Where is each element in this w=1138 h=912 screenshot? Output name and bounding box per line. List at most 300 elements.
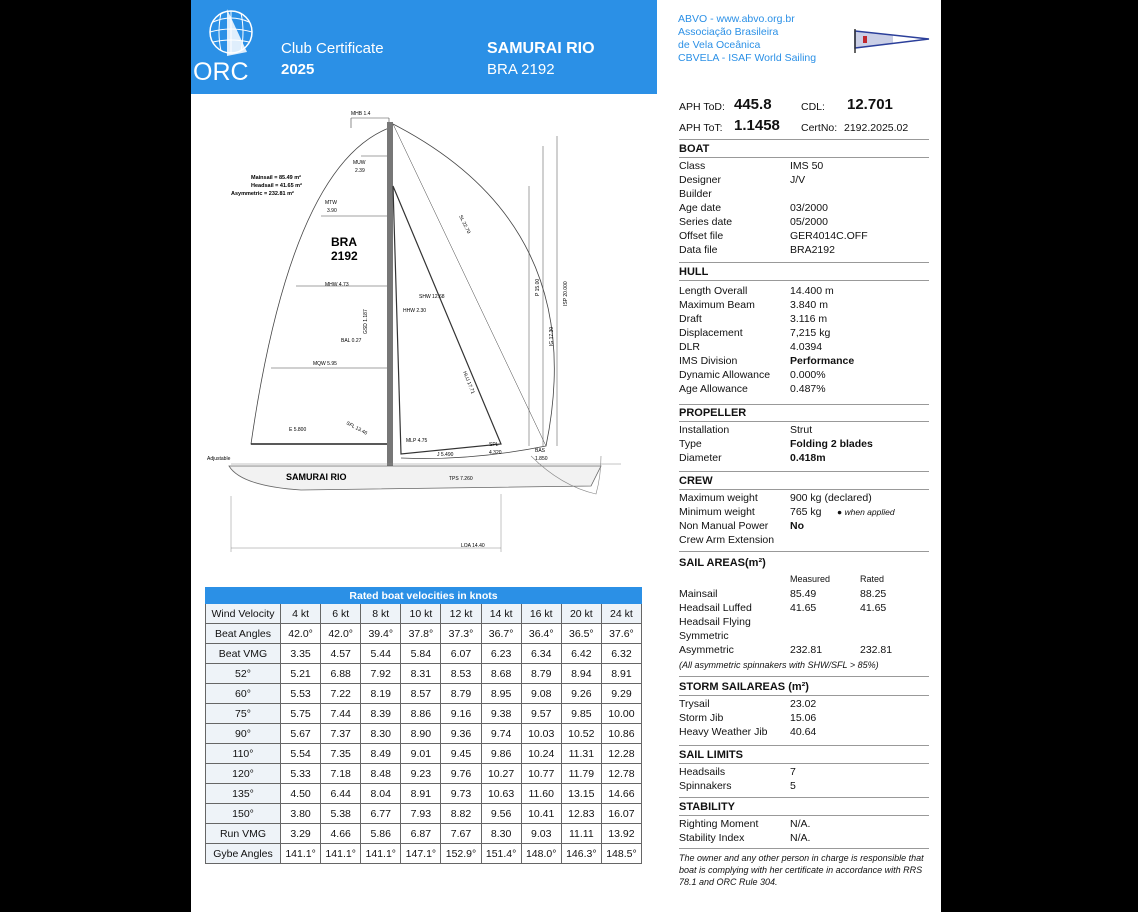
table-cell: 4.50 bbox=[281, 784, 321, 804]
table-body bbox=[206, 604, 642, 864]
crew-title: CREW bbox=[679, 475, 713, 487]
rated-value: 232.81 bbox=[860, 644, 893, 656]
sail-row-label: Mainsail bbox=[679, 588, 718, 600]
sl-label: SL 22.70 bbox=[457, 214, 472, 235]
prop-row-label: Diameter bbox=[679, 452, 722, 464]
table-cell: 11.11 bbox=[561, 824, 601, 844]
mlp-label: MLP 4.75 bbox=[406, 438, 428, 444]
wind-velocity-header: Wind Velocity bbox=[206, 604, 281, 624]
table-cell: 8.53 bbox=[441, 664, 481, 684]
table-cell: 14.66 bbox=[601, 784, 641, 804]
table-cell: 36.7° bbox=[481, 624, 521, 644]
aphtod-value: 445.8 bbox=[734, 96, 772, 113]
wind-speed-header: 4 kt bbox=[281, 604, 321, 624]
shw-label: SHW 12.68 bbox=[419, 294, 445, 300]
table-cell: 146.3° bbox=[561, 844, 601, 864]
table-cell: 5.53 bbox=[281, 684, 321, 704]
table-cell: 8.31 bbox=[401, 664, 441, 684]
spinnaker-outline bbox=[393, 124, 554, 459]
table-cell: 9.85 bbox=[561, 704, 601, 724]
hhw-label: HHW 2.30 bbox=[403, 308, 427, 314]
table-cell: 9.74 bbox=[481, 724, 521, 744]
table-cell: 8.49 bbox=[361, 744, 401, 764]
prop-row-label: Type bbox=[679, 438, 702, 450]
table-cell: 6.87 bbox=[401, 824, 441, 844]
table-cell: 8.86 bbox=[401, 704, 441, 724]
crew-row-value: 900 kg (declared) bbox=[790, 492, 872, 504]
hull-row-label: Draft bbox=[679, 313, 702, 325]
hull-name: SAMURAI RIO bbox=[286, 472, 347, 482]
stab-row-value: N/A. bbox=[790, 832, 811, 844]
bas-label: BAS bbox=[535, 448, 546, 454]
wind-speed-header: 24 kt bbox=[601, 604, 641, 624]
hull-row-value: 0.000% bbox=[790, 369, 826, 381]
boat-row-value: J/V bbox=[790, 174, 806, 186]
cdl-value: 12.701 bbox=[847, 96, 893, 113]
j-label: J 5.490 bbox=[437, 452, 454, 458]
isp-label: ISP 20.000 bbox=[563, 281, 569, 306]
table-cell: 9.26 bbox=[561, 684, 601, 704]
table-cell: 6.32 bbox=[601, 644, 641, 664]
measured-value: 41.65 bbox=[790, 602, 817, 614]
table-cell: 8.68 bbox=[481, 664, 521, 684]
boat-row-label: Designer bbox=[679, 174, 722, 186]
mhb-label: MHB 1.4 bbox=[351, 111, 371, 117]
sail-number: BRA 2192 bbox=[487, 61, 555, 78]
table-cell: 8.19 bbox=[361, 684, 401, 704]
wind-speed-header: 6 kt bbox=[321, 604, 361, 624]
table-cell: 8.39 bbox=[361, 704, 401, 724]
table-cell: 6.34 bbox=[521, 644, 561, 664]
table-cell: 4.57 bbox=[321, 644, 361, 664]
table-cell: 148.5° bbox=[601, 844, 641, 864]
table-cell: 8.91 bbox=[401, 784, 441, 804]
table-row bbox=[206, 664, 642, 684]
row-label: 60° bbox=[206, 684, 281, 704]
mainsail-sail-number: 2192 bbox=[331, 249, 358, 263]
sail-areas-note: (All asymmetric spinnakers with SHW/SFL > 85%) bbox=[679, 660, 879, 670]
row-label: Beat Angles bbox=[206, 624, 281, 644]
hull-row-label: IMS Division bbox=[679, 355, 738, 367]
velocity-table bbox=[205, 587, 642, 864]
table-cell: 8.79 bbox=[441, 684, 481, 704]
table-cell: 8.57 bbox=[401, 684, 441, 704]
prop-row-value: Strut bbox=[790, 424, 813, 436]
boat-row-value: 05/2000 bbox=[790, 216, 828, 228]
aphtot-value: 1.1458 bbox=[734, 117, 780, 134]
hull-row-label: Dynamic Allowance bbox=[679, 369, 771, 381]
table-cell: 147.1° bbox=[401, 844, 441, 864]
divider bbox=[679, 280, 929, 281]
boat-row-value: BRA2192 bbox=[790, 244, 835, 256]
responsibility-note: The owner and any other person in charge is responsible that boat is complying with her certificate in accordance with RRS 78.1 and ORC Rule 304. bbox=[679, 853, 924, 887]
boat-row-label: Series date bbox=[679, 216, 733, 228]
authority-line: de Vela Oceânica bbox=[678, 39, 761, 51]
certno-value: 2192.2025.02 bbox=[844, 122, 909, 134]
storm-row-value: 15.06 bbox=[790, 712, 817, 724]
table-cell: 8.95 bbox=[481, 684, 521, 704]
divider bbox=[679, 421, 929, 422]
table-cell: 9.76 bbox=[441, 764, 481, 784]
table-cell: 8.90 bbox=[401, 724, 441, 744]
stab-row-label: Stability Index bbox=[679, 832, 745, 844]
hull-row-label: Age Allowance bbox=[679, 383, 748, 395]
table-cell: 9.73 bbox=[441, 784, 481, 804]
rated-value: 41.65 bbox=[860, 602, 887, 614]
crew-row-value: 765 kg bbox=[790, 506, 822, 518]
boat-row-value: IMS 50 bbox=[790, 160, 824, 172]
divider bbox=[679, 797, 929, 798]
certificate-type: Club Certificate bbox=[281, 40, 384, 57]
table-cell: 9.36 bbox=[441, 724, 481, 744]
hull-profile bbox=[229, 466, 601, 490]
table-cell: 5.86 bbox=[361, 824, 401, 844]
measured-value: 85.49 bbox=[790, 588, 817, 600]
wind-speed-header: 20 kt bbox=[561, 604, 601, 624]
table-cell: 3.29 bbox=[281, 824, 321, 844]
table-row bbox=[206, 824, 642, 844]
wind-speed-header: 10 kt bbox=[401, 604, 441, 624]
hull-row-label: Maximum Beam bbox=[679, 299, 755, 311]
table-cell: 8.30 bbox=[361, 724, 401, 744]
hull-row-value: Performance bbox=[790, 355, 855, 367]
headsail-outline bbox=[393, 186, 501, 454]
table-cell: 6.77 bbox=[361, 804, 401, 824]
row-label: 150° bbox=[206, 804, 281, 824]
divider bbox=[679, 815, 929, 816]
row-label: 120° bbox=[206, 764, 281, 784]
table-cell: 141.1° bbox=[321, 844, 361, 864]
divider bbox=[679, 745, 929, 746]
svg-text:ORC: ORC bbox=[193, 58, 249, 84]
ig-label: IG 17.30 bbox=[549, 326, 555, 346]
loa-label: LOA 14.40 bbox=[461, 543, 485, 549]
table-cell: 3.80 bbox=[281, 804, 321, 824]
table-cell: 5.33 bbox=[281, 764, 321, 784]
table-title: Rated boat velocities in knots bbox=[206, 588, 642, 604]
table-cell: 9.86 bbox=[481, 744, 521, 764]
rated-header: Rated bbox=[860, 574, 885, 584]
table-cell: 10.86 bbox=[601, 724, 641, 744]
table-row bbox=[206, 624, 642, 644]
spl-label: SPL bbox=[489, 442, 499, 448]
table-cell: 6.23 bbox=[481, 644, 521, 664]
boat-row-label: Data file bbox=[679, 244, 718, 256]
table-row bbox=[206, 784, 642, 804]
header-band bbox=[191, 0, 657, 94]
table-row bbox=[206, 844, 642, 864]
table-cell: 7.67 bbox=[441, 824, 481, 844]
divider bbox=[679, 157, 929, 158]
table-row bbox=[206, 724, 642, 744]
table-cell: 12.78 bbox=[601, 764, 641, 784]
table-cell: 42.0° bbox=[281, 624, 321, 644]
hull-row-label: Length Overall bbox=[679, 285, 748, 297]
table-cell: 8.79 bbox=[521, 664, 561, 684]
table-cell: 6.88 bbox=[321, 664, 361, 684]
row-label: 110° bbox=[206, 744, 281, 764]
row-label: 75° bbox=[206, 704, 281, 724]
hull-row-label: DLR bbox=[679, 341, 701, 353]
divider bbox=[679, 471, 929, 472]
table-cell: 8.82 bbox=[441, 804, 481, 824]
mhw-label: MHW 4.73 bbox=[325, 282, 349, 288]
crew-row-label: Minimum weight bbox=[679, 506, 755, 518]
hull-row-value: 7,215 kg bbox=[790, 327, 831, 339]
table-cell: 7.92 bbox=[361, 664, 401, 684]
wind-speed-header: 14 kt bbox=[481, 604, 521, 624]
e-label: E 5.800 bbox=[289, 427, 307, 433]
table-cell: 5.38 bbox=[321, 804, 361, 824]
table-cell: 9.03 bbox=[521, 824, 561, 844]
hull-row-value: 3.840 m bbox=[790, 299, 828, 311]
table-cell: 10.03 bbox=[521, 724, 561, 744]
min-weight-note: ● when applied bbox=[837, 507, 895, 517]
crew-row-label: Maximum weight bbox=[679, 492, 758, 504]
table-cell: 10.52 bbox=[561, 724, 601, 744]
table-cell: 8.30 bbox=[481, 824, 521, 844]
table-cell: 11.31 bbox=[561, 744, 601, 764]
rated-value: 88.25 bbox=[860, 588, 887, 600]
hlu-label: HLU 17.71 bbox=[461, 370, 476, 395]
table-cell: 9.08 bbox=[521, 684, 561, 704]
hull-row-value: 4.0394 bbox=[790, 341, 823, 353]
table-cell: 5.21 bbox=[281, 664, 321, 684]
wind-speed-header: 12 kt bbox=[441, 604, 481, 624]
certificate-page bbox=[191, 0, 941, 912]
p-label: P 15.00 bbox=[535, 278, 541, 296]
orc-logo bbox=[193, 4, 263, 84]
hull-title: HULL bbox=[679, 266, 709, 278]
table-cell: 10.77 bbox=[521, 764, 561, 784]
table-cell: 13.15 bbox=[561, 784, 601, 804]
divider bbox=[679, 404, 929, 405]
hull-row-label: Displacement bbox=[679, 327, 743, 339]
table-cell: 37.3° bbox=[441, 624, 481, 644]
table-header-row bbox=[206, 604, 642, 624]
measured-value: 232.81 bbox=[790, 644, 823, 656]
bal-label: BAL 0.27 bbox=[341, 338, 362, 344]
boat-row-label: Offset file bbox=[679, 230, 724, 242]
hull-row-value: 0.487% bbox=[790, 383, 826, 395]
table-cell: 6.07 bbox=[441, 644, 481, 664]
sail-areas-title: SAIL AREAS(m²) bbox=[679, 557, 766, 569]
table-cell: 5.54 bbox=[281, 744, 321, 764]
divider bbox=[679, 489, 929, 490]
spl-value: 4.320 bbox=[489, 450, 502, 456]
table-cell: 3.35 bbox=[281, 644, 321, 664]
table-cell: 8.04 bbox=[361, 784, 401, 804]
table-cell: 148.0° bbox=[521, 844, 561, 864]
yacht-name: SAMURAI RIO bbox=[487, 40, 595, 57]
table-cell: 141.1° bbox=[281, 844, 321, 864]
cdl-label: CDL: bbox=[801, 101, 825, 113]
authority-block bbox=[678, 13, 816, 65]
divider bbox=[679, 139, 929, 140]
adjustable-label: Adjustable bbox=[207, 456, 231, 462]
storm-row-value: 40.64 bbox=[790, 726, 817, 738]
mqw-label: MQW 5.95 bbox=[313, 361, 337, 367]
prop-row-label: Installation bbox=[679, 424, 730, 436]
aphtod-label: APH ToD: bbox=[679, 101, 725, 113]
table-cell: 39.4° bbox=[361, 624, 401, 644]
stab-row-label: Righting Moment bbox=[679, 818, 759, 830]
aphtot-label: APH ToT: bbox=[679, 122, 723, 134]
crew-row-label: Crew Arm Extension bbox=[679, 534, 775, 546]
authority-line: CBVELA - ISAF World Sailing bbox=[678, 52, 817, 64]
crew-row-value: No bbox=[790, 520, 804, 532]
table-cell: 10.27 bbox=[481, 764, 521, 784]
row-label: 90° bbox=[206, 724, 281, 744]
boat-row-label: Class bbox=[679, 160, 706, 172]
table-cell: 5.67 bbox=[281, 724, 321, 744]
table-cell: 7.93 bbox=[401, 804, 441, 824]
stab-row-value: N/A. bbox=[790, 818, 811, 830]
table-cell: 9.23 bbox=[401, 764, 441, 784]
divider bbox=[679, 262, 929, 263]
divider bbox=[679, 551, 929, 552]
table-cell: 42.0° bbox=[321, 624, 361, 644]
table-cell: 36.4° bbox=[521, 624, 561, 644]
table-cell: 9.16 bbox=[441, 704, 481, 724]
limits-row-value: 7 bbox=[790, 766, 796, 778]
area-line: Mainsail = 85.49 m² bbox=[251, 175, 301, 181]
table-cell: 37.6° bbox=[601, 624, 641, 644]
measured-header: Measured bbox=[790, 574, 831, 584]
limits-row-value: 5 bbox=[790, 780, 796, 792]
mtw-value: 3.90 bbox=[327, 208, 337, 214]
sfl-label: SFL 13.46 bbox=[345, 420, 369, 437]
table-cell: 7.44 bbox=[321, 704, 361, 724]
table-cell: 5.75 bbox=[281, 704, 321, 724]
table-cell: 10.41 bbox=[521, 804, 561, 824]
limits-title: SAIL LIMITS bbox=[679, 749, 743, 761]
table-cell: 9.57 bbox=[521, 704, 561, 724]
table-cell: 9.01 bbox=[401, 744, 441, 764]
row-label: 52° bbox=[206, 664, 281, 684]
table-cell: 151.4° bbox=[481, 844, 521, 864]
row-label: Beat VMG bbox=[206, 644, 281, 664]
table-cell: 10.24 bbox=[521, 744, 561, 764]
wind-speed-header: 8 kt bbox=[361, 604, 401, 624]
table-cell: 37.8° bbox=[401, 624, 441, 644]
table-cell: 152.9° bbox=[441, 844, 481, 864]
table-cell: 8.91 bbox=[601, 664, 641, 684]
storm-row-value: 23.02 bbox=[790, 698, 817, 710]
boat-row-label: Builder bbox=[679, 188, 712, 200]
divider bbox=[679, 848, 929, 849]
burgee-icon bbox=[853, 28, 931, 54]
storm-row-label: Storm Jib bbox=[679, 712, 724, 724]
table-cell: 6.42 bbox=[561, 644, 601, 664]
mainsail-sail-letters: BRA bbox=[331, 235, 357, 249]
table-row bbox=[206, 764, 642, 784]
table-row bbox=[206, 804, 642, 824]
sail-plan-drawing bbox=[201, 106, 621, 556]
area-line: Headsail = 41.65 m² bbox=[251, 183, 302, 189]
muw-value: 2.39 bbox=[355, 168, 365, 174]
row-label: Run VMG bbox=[206, 824, 281, 844]
limits-row-label: Headsails bbox=[679, 766, 726, 778]
storm-row-label: Heavy Weather Jib bbox=[679, 726, 768, 738]
table-row bbox=[206, 684, 642, 704]
table-cell: 141.1° bbox=[361, 844, 401, 864]
sail-row-label: Asymmetric bbox=[679, 644, 734, 656]
certificate-year: 2025 bbox=[281, 61, 315, 78]
storm-title: STORM SAILAREAS (m²) bbox=[679, 681, 809, 693]
tps-label: TPS 7.260 bbox=[449, 476, 473, 482]
prop-row-value: 0.418m bbox=[790, 452, 826, 464]
sail-row-label: Symmetric bbox=[679, 630, 729, 642]
table-cell: 12.28 bbox=[601, 744, 641, 764]
table-cell: 11.60 bbox=[521, 784, 561, 804]
hull-row-value: 14.400 m bbox=[790, 285, 834, 297]
row-label: Gybe Angles bbox=[206, 844, 281, 864]
muw-label: MUW bbox=[353, 160, 366, 166]
wind-speed-header: 16 kt bbox=[521, 604, 561, 624]
mtw-label: MTW bbox=[325, 200, 337, 206]
table-cell: 4.66 bbox=[321, 824, 361, 844]
divider bbox=[679, 695, 929, 696]
table-cell: 5.44 bbox=[361, 644, 401, 664]
table-cell: 8.48 bbox=[361, 764, 401, 784]
crew-row-label: Non Manual Power bbox=[679, 520, 769, 532]
row-label: 135° bbox=[206, 784, 281, 804]
table-cell: 7.18 bbox=[321, 764, 361, 784]
table-cell: 16.07 bbox=[601, 804, 641, 824]
table-cell: 11.79 bbox=[561, 764, 601, 784]
table-cell: 10.00 bbox=[601, 704, 641, 724]
gsd-label: GSD 1.187 bbox=[363, 309, 369, 334]
hull-row-value: 3.116 m bbox=[790, 313, 828, 325]
table-row bbox=[206, 744, 642, 764]
propeller-title: PROPELLER bbox=[679, 407, 747, 419]
table-cell: 9.56 bbox=[481, 804, 521, 824]
divider bbox=[679, 676, 929, 677]
table-cell: 6.44 bbox=[321, 784, 361, 804]
storm-row-label: Trysail bbox=[679, 698, 710, 710]
mast bbox=[387, 122, 393, 474]
table-cell: 7.35 bbox=[321, 744, 361, 764]
boat-title: BOAT bbox=[679, 143, 710, 155]
boat-row-value: 03/2000 bbox=[790, 202, 828, 214]
table-cell: 9.45 bbox=[441, 744, 481, 764]
prop-row-value: Folding 2 blades bbox=[790, 438, 873, 450]
certno-label: CertNo: bbox=[801, 122, 838, 134]
table-cell: 13.92 bbox=[601, 824, 641, 844]
boat-row-label: Age date bbox=[679, 202, 722, 214]
table-cell: 12.83 bbox=[561, 804, 601, 824]
table-row bbox=[206, 644, 642, 664]
table-cell: 7.22 bbox=[321, 684, 361, 704]
bas-value: 1.850 bbox=[535, 456, 548, 462]
table-cell: 10.63 bbox=[481, 784, 521, 804]
table-cell: 8.94 bbox=[561, 664, 601, 684]
sail-row-label: Headsail Flying bbox=[679, 616, 751, 628]
divider bbox=[679, 763, 929, 764]
limits-row-label: Spinnakers bbox=[679, 780, 732, 792]
area-line: Asymmetric = 232.81 m² bbox=[231, 191, 294, 197]
table-cell: 5.84 bbox=[401, 644, 441, 664]
stability-title: STABILITY bbox=[679, 801, 736, 813]
authority-line: Associação Brasileira bbox=[678, 26, 779, 38]
sail-row-label: Headsail Luffed bbox=[679, 602, 752, 614]
boat-row-value: GER4014C.OFF bbox=[790, 230, 868, 242]
table-row bbox=[206, 704, 642, 724]
table-cell: 7.37 bbox=[321, 724, 361, 744]
authority-line: ABVO - www.abvo.org.br bbox=[678, 13, 795, 25]
table-cell: 9.29 bbox=[601, 684, 641, 704]
